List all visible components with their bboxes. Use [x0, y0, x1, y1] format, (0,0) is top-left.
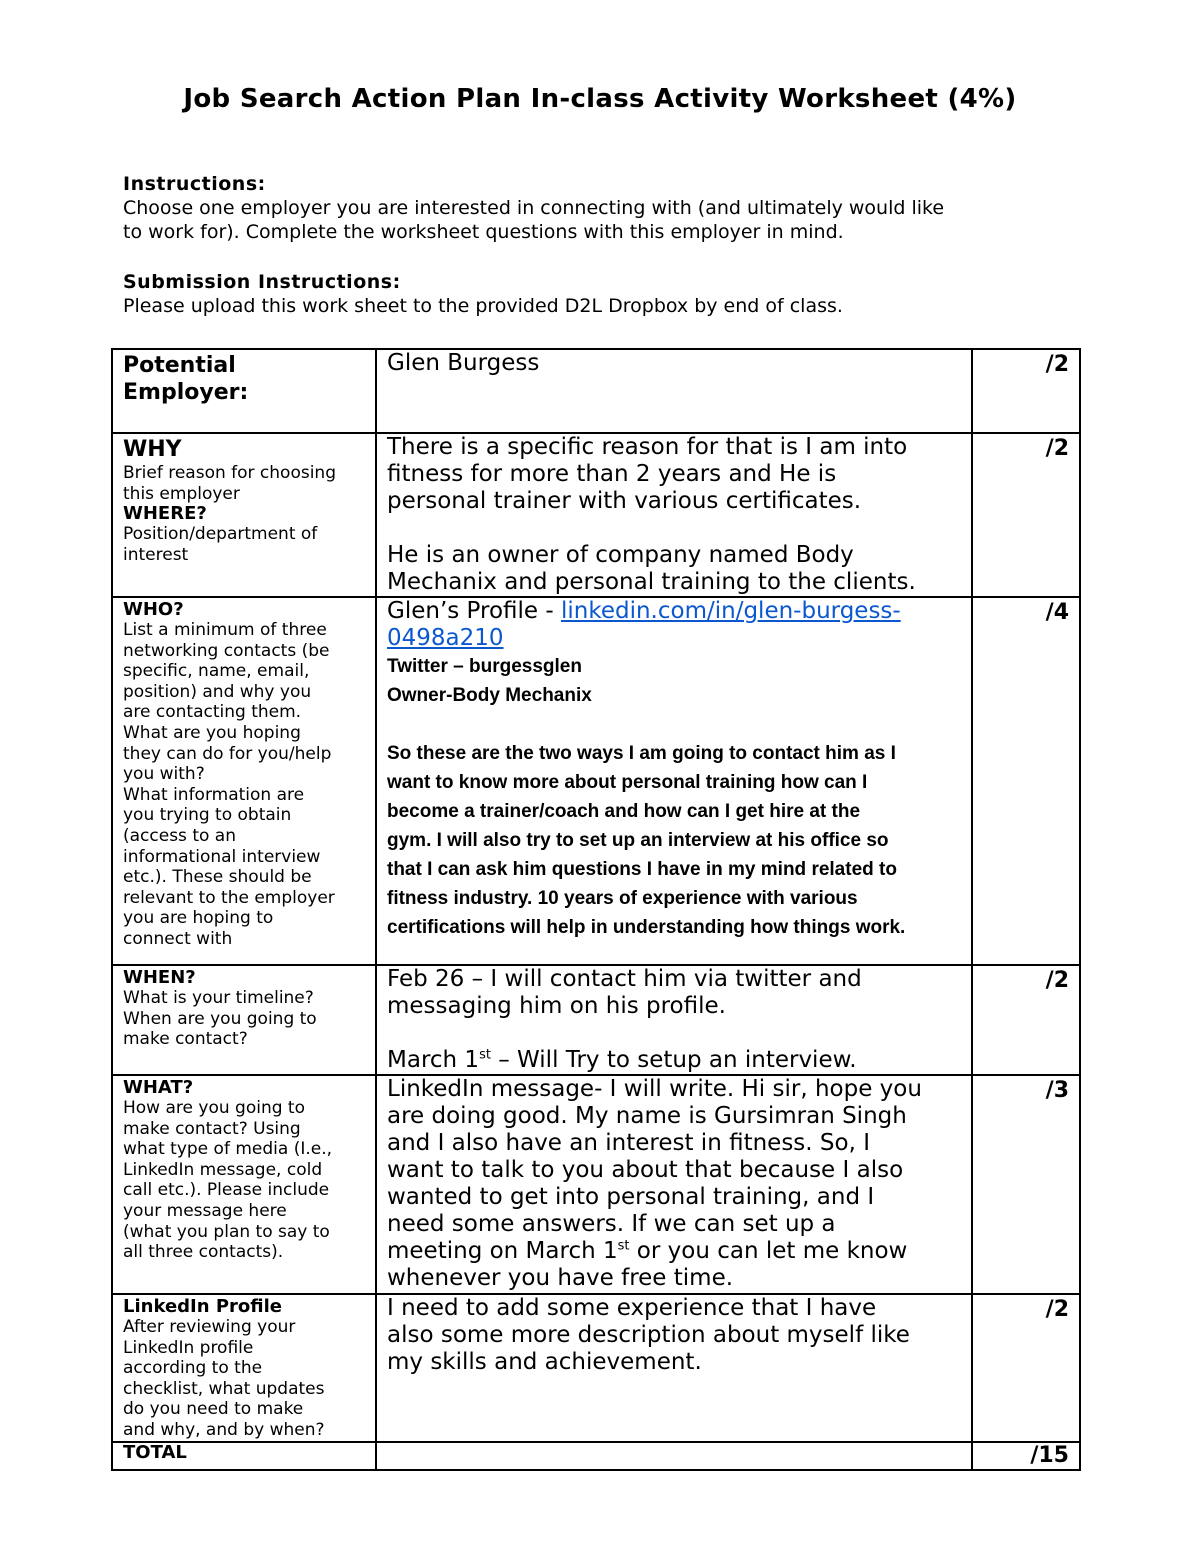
who-profile-line — [387, 625, 961, 652]
when-answer — [387, 966, 961, 1074]
what-desc: LinkedIn message, cold — [123, 1159, 323, 1180]
submission-heading: Submission Instructions: — [123, 271, 401, 293]
total-label: TOTAL — [123, 1441, 187, 1463]
paragraph-line: fitness industry. 10 years of experience with various — [387, 888, 858, 909]
who-desc: connect with — [123, 928, 233, 949]
answer-line: wanted to get into personal training, and I — [387, 1184, 875, 1210]
where-heading: WHERE? — [123, 503, 207, 525]
answer-line: and I also have an interest in fitness. So, I — [387, 1130, 870, 1156]
where-desc: Position/department of — [123, 524, 318, 545]
answer-line: Feb 26 – I will contact him via twitter and — [387, 966, 862, 992]
employer-answer: Glen Burgess — [387, 350, 540, 376]
paragraph-line: gym. I will also try to set up an interview at his office so — [387, 830, 889, 851]
who-desc: position) and why you — [123, 681, 312, 702]
what-answer — [387, 1076, 961, 1292]
paragraph-line: become a trainer/coach and how can I get hire at the — [387, 801, 861, 822]
why-label-cell — [112, 433, 376, 597]
who-paragraph — [387, 739, 961, 942]
linkedin-desc: do you need to make — [123, 1399, 304, 1420]
who-label-cell — [112, 597, 376, 965]
when-label-cell — [112, 965, 376, 1075]
table-row-why — [112, 433, 1080, 597]
who-heading: WHO? — [123, 599, 184, 620]
answer-line: also some more description about myself like — [387, 1322, 910, 1348]
when-score: /2 — [972, 965, 1080, 1075]
when-desc: When are you going to — [123, 1008, 317, 1029]
answer-line: He is an owner of company named Body — [387, 542, 854, 568]
instructions-line: to work for). Complete the worksheet questions with this employer in mind. — [123, 221, 844, 243]
who-desc: What information are — [123, 784, 305, 805]
paragraph-line: certifications will help in understanding how things work. — [387, 917, 906, 938]
answer-line: I need to add some experience that I have — [387, 1295, 877, 1321]
who-desc: relevant to the employer — [123, 887, 335, 908]
what-desc: all three contacts). — [123, 1242, 284, 1263]
linkedin-profile-link-cont[interactable]: 0498a210 — [387, 625, 504, 651]
instructions-block — [123, 172, 1083, 318]
who-answer-cell[interactable] — [376, 597, 972, 965]
who-desc: you trying to obtain — [123, 805, 292, 826]
when-desc: make contact? — [123, 1029, 248, 1050]
answer-line: LinkedIn message- I will write. Hi sir, hope you — [387, 1076, 922, 1102]
employer-answer-cell[interactable] — [376, 349, 972, 433]
linkedin-desc: LinkedIn profile — [123, 1337, 254, 1358]
linkedin-label-cell — [112, 1294, 376, 1442]
paragraph-line: So these are the two ways I am going to contact him as I — [387, 743, 896, 764]
profile-prefix: Glen’s Profile - — [387, 598, 561, 624]
linkedin-score: /2 — [972, 1294, 1080, 1442]
what-desc: call etc.). Please include — [123, 1180, 330, 1201]
what-desc: (what you plan to say to — [123, 1221, 330, 1242]
instructions-heading: Instructions: — [123, 173, 266, 195]
employer-label-cell — [112, 349, 376, 433]
who-score: /4 — [972, 597, 1080, 965]
answer-line: messaging him on his profile. — [387, 993, 726, 1019]
answer-line: want to talk to you about that because I also — [387, 1157, 904, 1183]
who-desc: you are hoping to — [123, 908, 274, 929]
who-desc: networking contacts (be — [123, 640, 330, 661]
twitter-handle: Twitter – burgessglen — [387, 656, 582, 677]
who-desc: they can do for you/help — [123, 743, 332, 764]
what-desc: make contact? Using — [123, 1118, 301, 1139]
answer-line: my skills and achievement. — [387, 1349, 702, 1375]
employer-label: Potential — [123, 353, 236, 378]
why-heading: WHY — [123, 437, 182, 462]
table-row-who — [112, 597, 1080, 965]
when-desc: What is your timeline? — [123, 988, 314, 1008]
answer-line: need some answers. If we can set up a — [387, 1211, 836, 1237]
table-row-when — [112, 965, 1080, 1075]
who-desc: etc.). These should be — [123, 867, 312, 888]
why-score: /2 — [972, 433, 1080, 597]
total-label-cell — [112, 1442, 376, 1470]
linkedin-desc: and why, and by when? — [123, 1419, 325, 1440]
why-desc: this employer — [123, 483, 240, 504]
who-desc: informational interview — [123, 846, 321, 867]
why-answer-cell[interactable] — [376, 433, 972, 597]
instructions-line: Choose one employer you are interested in connecting with (and ultimately would like — [123, 197, 945, 219]
owner-line: Owner-Body Mechanix — [387, 685, 592, 706]
why-desc: Brief reason for choosing — [123, 463, 336, 483]
paragraph-line: want to know more about personal training how can I — [387, 772, 868, 793]
answer-line: meeting on March 1st or you can let me know — [387, 1238, 908, 1264]
answer-line: Mechanix and personal training to the clients. — [387, 569, 916, 595]
linkedin-answer-cell[interactable] — [376, 1294, 972, 1442]
who-desc: What are you hoping — [123, 722, 301, 743]
who-desc: List a minimum of three — [123, 620, 327, 640]
page-title: Job Search Action Plan In-class Activity Worksheet (4%) — [183, 84, 1017, 114]
linkedin-answer — [387, 1295, 961, 1376]
worksheet-table — [111, 348, 1081, 1471]
when-heading: WHEN? — [123, 967, 196, 988]
linkedin-desc: After reviewing your — [123, 1317, 296, 1337]
where-desc: interest — [123, 544, 189, 565]
what-label-cell — [112, 1075, 376, 1294]
linkedin-desc: checklist, what updates — [123, 1378, 325, 1399]
answer-line: There is a specific reason for that is I am into — [387, 434, 908, 460]
who-desc: (access to an — [123, 825, 236, 846]
why-answer-p1 — [387, 434, 961, 596]
who-desc: specific, name, email, — [123, 661, 310, 682]
table-row-linkedin — [112, 1294, 1080, 1442]
answer-line: fitness for more than 2 years and He is — [387, 461, 837, 487]
what-desc: your message here — [123, 1200, 287, 1221]
paragraph-line: that I can ask him questions I have in my mind related to — [387, 859, 897, 880]
employer-label: Employer: — [123, 380, 249, 405]
answer-line: March 1st – Will Try to setup an interview. — [387, 1047, 857, 1073]
table-row-total — [112, 1442, 1080, 1470]
who-desc: are contacting them. — [123, 702, 302, 723]
what-answer-cell[interactable] — [376, 1075, 972, 1294]
table-row-employer — [112, 349, 1080, 433]
answer-line: are doing good. My name is Gursimran Singh — [387, 1103, 907, 1129]
what-desc: How are you going to — [123, 1098, 305, 1118]
who-profile-line — [387, 598, 961, 625]
when-answer-cell[interactable] — [376, 965, 972, 1075]
who-desc: you with? — [123, 764, 205, 785]
total-blank-cell — [376, 1442, 972, 1470]
what-heading: WHAT? — [123, 1077, 194, 1098]
answer-line: whenever you have free time. — [387, 1265, 734, 1291]
answer-line: personal trainer with various certificates. — [387, 488, 862, 514]
employer-score: /2 — [972, 349, 1080, 433]
table-row-what — [112, 1075, 1080, 1294]
linkedin-profile-link[interactable]: linkedin.com/in/glen-burgess- — [560, 598, 901, 624]
what-score: /3 — [972, 1075, 1080, 1294]
total-score: /15 — [972, 1442, 1080, 1470]
submission-text: Please upload this work sheet to the provided D2L Dropbox by end of class. — [123, 295, 843, 317]
linkedin-desc: according to the — [123, 1358, 263, 1379]
what-desc: what type of media (I.e., — [123, 1139, 333, 1160]
linkedin-heading: LinkedIn Profile — [123, 1296, 282, 1317]
